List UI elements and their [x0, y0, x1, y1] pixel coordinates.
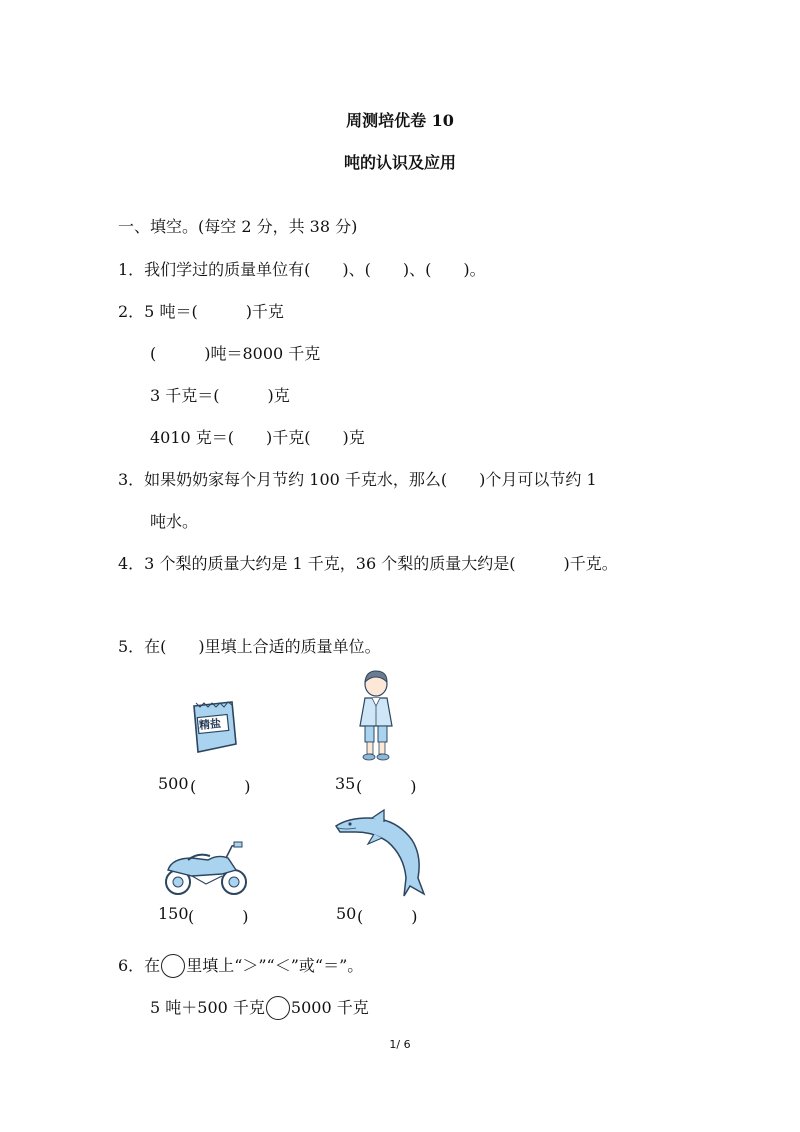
question-3-line-2: 吨水。 — [150, 512, 199, 531]
question-3-line-1: 3．如果奶奶家每个月节约 100 千克水，那么( )个月可以节约 1 — [118, 470, 597, 489]
question-2-line-2: ( )吨＝8000 千克 — [150, 344, 321, 363]
expression-left: 5 吨＋500 千克 — [150, 998, 265, 1017]
item-dolphin-value: 50 — [336, 904, 357, 923]
question-2-line-1: 2．5 吨＝( )千克 — [118, 302, 284, 321]
item-dolphin-blank: ( ) — [357, 907, 418, 926]
question-6-suffix: 里填上“＞”“＜”或“＝”。 — [186, 956, 364, 975]
expression-right: 5000 千克 — [290, 998, 369, 1017]
item-boy-blank: ( ) — [356, 777, 417, 796]
item-motorcycle-blank: ( ) — [188, 907, 249, 926]
page-title: 周测培优卷 10 — [346, 111, 454, 130]
question-6 — [118, 953, 363, 978]
boy-image — [352, 668, 400, 764]
item-salt-value: 500 — [158, 774, 189, 793]
item-motorcycle-value: 150 — [158, 904, 189, 923]
item-boy-value: 35 — [335, 774, 356, 793]
item-salt-blank: ( ) — [190, 777, 251, 796]
section-heading: 一、填空。(每空 2 分，共 38 分) — [118, 217, 358, 236]
compare-circle[interactable] — [161, 954, 185, 978]
dolphin-image — [334, 808, 426, 900]
page-subtitle: 吨的认识及应用 — [343, 153, 456, 172]
page-number: 1/ 6 — [389, 1038, 411, 1051]
question-5: 5．在( )里填上合适的质量单位。 — [118, 637, 381, 656]
question-4: 4．3 个梨的质量大约是 1 千克，36 个梨的质量大约是( )千克。 — [118, 554, 618, 573]
question-6-expression — [150, 995, 369, 1020]
motorcycle-image — [162, 840, 250, 898]
question-6-prefix: 6．在 — [118, 956, 161, 975]
question-2-line-4: 4010 克＝( )千克( )克 — [150, 428, 365, 447]
salt-label: 精盐 — [198, 716, 222, 733]
compare-circle-answer[interactable] — [266, 996, 290, 1020]
question-1: 1．我们学过的质量单位有( )、( )、( )。 — [118, 260, 486, 279]
question-2-line-3: 3 千克＝( )克 — [150, 386, 290, 405]
